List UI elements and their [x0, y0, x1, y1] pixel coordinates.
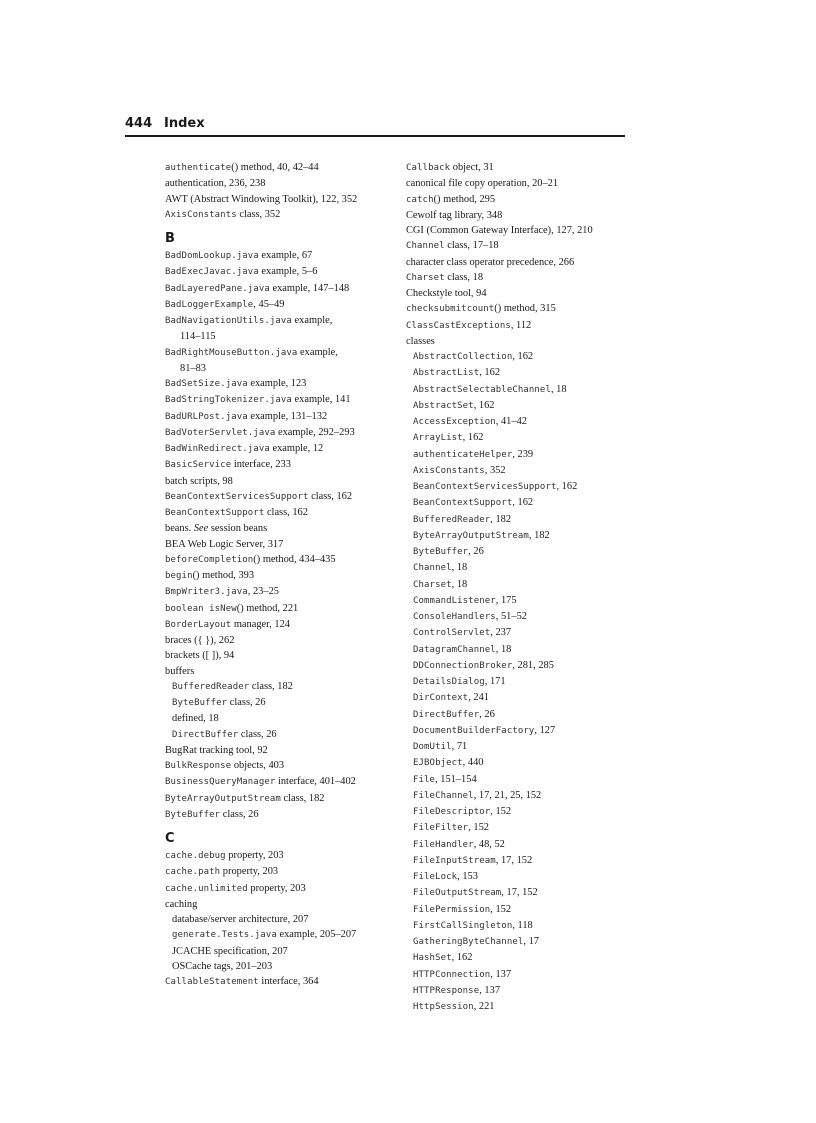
index-entry-continuation: [165, 329, 390, 344]
index-entry: [165, 584, 390, 600]
code-term: BadURLPost.java: [165, 411, 248, 422]
index-subentry: [406, 463, 631, 479]
index-subentry: [406, 577, 631, 593]
index-subentry: [165, 679, 390, 695]
code-term: catch: [406, 194, 434, 205]
index-entry: [165, 881, 390, 897]
code-term: AbstractCollection: [413, 352, 513, 362]
index-subentry: [406, 609, 631, 625]
index-subentry: [406, 707, 631, 723]
code-term: beforeCompletion: [165, 554, 254, 565]
code-term: Charset: [413, 579, 452, 590]
code-term: BorderLayout: [165, 619, 232, 630]
entry-text: interface, 233: [231, 459, 291, 471]
index-subentry: [406, 365, 631, 381]
index-subentry: [406, 853, 631, 869]
index-entry: [165, 457, 390, 473]
code-term: boolean isNew: [165, 603, 237, 614]
index-subentry: [406, 902, 631, 918]
running-header: [125, 115, 625, 137]
entry-text: , 112: [510, 319, 532, 331]
index-entry: [165, 409, 390, 425]
entry-text: , 41–42: [495, 416, 527, 427]
index-entry: [165, 160, 390, 176]
code-term: DatagramChannel: [413, 644, 496, 655]
index-entry: [406, 255, 631, 270]
index-subentry: [165, 727, 390, 743]
index-subentry: [406, 658, 631, 674]
entry-text: , 18: [495, 643, 512, 655]
index-entry: [406, 176, 631, 191]
index-subentry: [406, 820, 631, 836]
index-entry: [165, 974, 390, 990]
index-subentry: [406, 885, 631, 901]
index-entry: [165, 552, 390, 568]
entry-text: authentication, 236, 238: [165, 178, 266, 190]
entry-text: braces ({ }), 262: [165, 635, 235, 646]
index-entry: [165, 474, 390, 489]
code-term: ByteBuffer: [413, 547, 469, 557]
code-term: ByteArrayOutputStream: [165, 793, 281, 804]
index-subentry: [165, 912, 390, 927]
code-term: HashSet: [413, 953, 452, 964]
entry-text: , 71: [451, 741, 468, 752]
entry-text: See: [193, 523, 209, 535]
code-term: FileOutputStream: [413, 888, 502, 899]
code-term: BadDomLookup.java: [165, 251, 259, 261]
entry-text: () method, 40, 42–44: [231, 162, 319, 173]
code-term: ByteBuffer: [165, 809, 221, 820]
entry-text: batch scripts, 98: [165, 475, 233, 487]
entry-text: , 175: [495, 594, 517, 606]
code-term: BufferedReader: [172, 681, 250, 692]
code-term: AbstractSet: [413, 400, 474, 411]
code-term: ByteBuffer: [172, 698, 228, 708]
code-term: CommandListener: [413, 595, 496, 606]
entry-text: example,: [291, 315, 333, 326]
entry-text: , 26: [468, 546, 484, 557]
code-term: FilePermission: [413, 904, 491, 915]
entry-text: , 182: [490, 513, 512, 525]
index-entry-continuation: [165, 361, 390, 376]
code-term: AbstractList: [413, 368, 480, 379]
entry-text: , 137: [490, 968, 512, 980]
index-entry: [165, 345, 390, 361]
code-term: HTTPConnection: [413, 969, 491, 980]
section-letter-c: C: [165, 831, 175, 846]
index-entry: [165, 521, 390, 536]
entry-text: JCACHE specification, 207: [172, 945, 288, 957]
code-term: EJBObject: [413, 758, 463, 769]
index-entry: [165, 758, 390, 774]
entry-text: , 162: [512, 351, 534, 362]
entry-text: object, 31: [450, 162, 494, 173]
entry-text: () method, 315: [494, 303, 556, 315]
index-entry: [165, 601, 390, 617]
code-term: DDConnectionBroker: [413, 660, 513, 671]
entry-text: defined, 18: [172, 713, 219, 725]
code-term: Callback: [406, 163, 451, 173]
index-subentry: [406, 934, 631, 950]
entry-text: example, 147–148: [269, 282, 350, 294]
section-letter-b: B: [165, 231, 175, 246]
code-term: BadExecJavac.java: [165, 267, 259, 278]
code-term: BeanContextServicesSupport: [413, 482, 557, 492]
index-entry: [165, 633, 390, 648]
page-title: Index: [164, 116, 205, 131]
entry-text: , 162: [451, 952, 473, 964]
entry-text: example, 5–6: [258, 266, 318, 278]
entry-text: class, 18: [444, 271, 484, 283]
entry-text: , 152: [490, 806, 512, 817]
code-term: authenticateHelper: [413, 449, 513, 460]
entry-text: example, 292–293: [275, 426, 355, 438]
entry-text: class, 162: [308, 490, 353, 502]
code-term: HTTPResponse: [413, 985, 480, 996]
entry-text: , 26: [479, 708, 495, 720]
index-entry: [406, 270, 631, 286]
index-entry: [165, 281, 390, 297]
index-entry: [406, 208, 631, 223]
index-entry: [165, 864, 390, 880]
index-entry: [406, 301, 631, 317]
index-subentry: [406, 382, 631, 398]
entry-text: example, 67: [258, 250, 313, 261]
code-term: BadNavigationUtils.java: [165, 316, 292, 326]
index-entry: [406, 238, 631, 254]
entry-text: brackets ([ ]), 94: [165, 650, 235, 662]
index-subentry: [406, 593, 631, 609]
index-entry: [165, 617, 390, 633]
entry-text: , 237: [490, 627, 512, 639]
entry-text: , 48, 52: [473, 838, 505, 850]
entry-text: , 221: [473, 1001, 495, 1012]
index-subentry: [406, 755, 631, 771]
entry-text: character class operator precedence, 266: [406, 256, 575, 268]
entry-text: class, 182: [280, 792, 325, 804]
entry-text: interface, 401–402: [275, 776, 356, 788]
code-term: AbstractSelectableChannel: [413, 384, 551, 395]
index-subentry: [406, 447, 631, 463]
entry-text: class, 26: [220, 808, 259, 820]
code-term: FileLock: [413, 872, 458, 882]
entry-text: , 182: [528, 529, 550, 541]
entry-text: manager, 124: [231, 618, 290, 630]
index-entry: [165, 743, 390, 758]
index-entry: [165, 537, 390, 552]
entry-text: canonical file copy operation, 20–21: [406, 178, 559, 190]
entry-text: CGI (Common Gateway Interface), 127, 210: [406, 225, 593, 236]
entry-text: example, 123: [247, 378, 307, 389]
code-term: BmpWriter3.java: [165, 587, 248, 598]
index-entry: [165, 207, 390, 223]
index-entry: [406, 334, 631, 349]
index-entry: [165, 807, 390, 823]
entry-text: , 281, 285: [512, 659, 554, 671]
index-entry: [165, 897, 390, 912]
code-term: DetailsDialog: [413, 677, 485, 687]
entry-text: classes: [406, 335, 435, 347]
index-entry: [165, 441, 390, 457]
entry-text: session beans: [208, 523, 268, 535]
entry-text: , 440: [462, 757, 484, 769]
index-subentry: [406, 625, 631, 641]
index-subentry: [406, 642, 631, 658]
index-entry: [165, 264, 390, 280]
index-entry: [165, 774, 390, 790]
index-entry: [165, 192, 390, 207]
index-entry: [165, 376, 390, 392]
entry-text: , 18: [451, 562, 468, 574]
entry-text: buffers: [165, 665, 195, 677]
entry-text: property, 203: [220, 866, 279, 878]
code-term: DirectBuffer: [172, 729, 239, 740]
entry-text: caching: [165, 898, 198, 910]
index-entry: [165, 848, 390, 864]
entry-text: class, 17–18: [444, 240, 499, 252]
entry-text: example,: [297, 346, 338, 358]
entry-text: , 152: [468, 822, 489, 834]
entry-text: 114–115: [180, 331, 216, 343]
index-subentry: [406, 495, 631, 511]
code-term: FileChannel: [413, 790, 474, 801]
code-term: AxisConstants: [165, 209, 237, 220]
index-subentry: [406, 967, 631, 983]
entry-text: , 17: [523, 936, 539, 947]
entry-text: example, 12: [269, 443, 324, 454]
code-term: BulkResponse: [165, 761, 232, 771]
code-term: begin: [165, 571, 193, 581]
code-term: BadVoterServlet.java: [165, 427, 276, 438]
index-subentry: [165, 959, 390, 974]
entry-text: example, 205–207: [276, 929, 357, 941]
entry-text: () method, 295: [433, 193, 496, 205]
code-term: BadRightMouseButton.java: [165, 347, 298, 358]
code-term: BeanContextSupport: [413, 498, 513, 509]
code-term: FileHandler: [413, 839, 474, 850]
entry-text: BEA Web Logic Server, 317: [165, 538, 284, 550]
code-term: BadLoggerExample: [165, 299, 254, 310]
code-term: BadStringTokenizer.java: [165, 395, 292, 406]
entry-text: class, 162: [264, 507, 308, 518]
code-term: HttpSession: [413, 1002, 474, 1012]
code-term: ClassCastExceptions: [406, 320, 511, 331]
entry-text: , 51–52: [495, 611, 527, 622]
entry-text: beans.: [165, 523, 194, 535]
code-term: cache.path: [165, 867, 221, 878]
entry-text: Checkstyle tool, 94: [406, 288, 487, 299]
index-subentry: [406, 772, 631, 788]
entry-text: , 162: [556, 481, 578, 492]
entry-text: database/server architecture, 207: [172, 914, 309, 925]
index-subentry: [406, 528, 631, 544]
index-entry: [406, 286, 631, 301]
code-term: ByteArrayOutputStream: [413, 530, 529, 541]
code-term: CallableStatement: [165, 977, 259, 987]
code-term: DocumentBuilderFactory: [413, 725, 535, 736]
index-entry: [406, 223, 631, 238]
index-subentry: [165, 927, 390, 943]
code-term: DirectBuffer: [413, 709, 480, 720]
index-subentry: [406, 918, 631, 934]
entry-text: Cewolf tag library, 348: [406, 209, 503, 221]
index-subentry: [406, 804, 631, 820]
entry-text: class, 182: [249, 680, 293, 692]
index-subentry: [406, 999, 631, 1015]
entry-text: BugRat tracking tool, 92: [165, 744, 268, 756]
code-term: ConsoleHandlers: [413, 612, 496, 622]
index-entry: [165, 313, 390, 329]
index-subentry: [406, 837, 631, 853]
index-entry: [165, 248, 390, 264]
entry-text: , 18: [550, 383, 567, 395]
code-term: BadSetSize.java: [165, 379, 248, 389]
entry-text: , 241: [468, 692, 489, 704]
index-subentry: [406, 512, 631, 528]
code-term: checksubmitcount: [406, 304, 495, 315]
code-term: generate.Tests.java: [172, 930, 277, 941]
code-term: GatheringByteChannel: [413, 937, 524, 947]
code-term: Charset: [406, 272, 445, 283]
entry-text: class, 26: [238, 728, 277, 740]
entry-text: AWT (Abstract Windowing Toolkit), 122, 352: [165, 193, 358, 205]
entry-text: , 17, 152: [501, 887, 538, 899]
code-term: DomUtil: [413, 742, 452, 752]
code-term: BusinessQueryManager: [165, 777, 276, 788]
index-subentry: [406, 414, 631, 430]
entry-text: , 118: [512, 919, 533, 931]
code-term: FirstCallSingleton: [413, 920, 513, 931]
index-entry: [165, 176, 390, 191]
index-subentry: [406, 950, 631, 966]
entry-text: class, 26: [227, 697, 266, 708]
index-subentry: [406, 788, 631, 804]
entry-text: interface, 364: [258, 976, 319, 987]
index-subentry: [406, 723, 631, 739]
index-entry: [165, 489, 390, 505]
index-entry: [165, 425, 390, 441]
index-entry: [406, 192, 631, 208]
entry-text: , 18: [451, 578, 468, 590]
index-subentry: [406, 398, 631, 414]
entry-text: , 162: [479, 367, 501, 379]
code-term: BadWinRedirect.java: [165, 444, 270, 454]
code-term: DirContext: [413, 693, 469, 704]
code-term: BeanContextServicesSupport: [165, 491, 309, 502]
entry-text: objects, 403: [231, 760, 285, 771]
index-subentry: [406, 869, 631, 885]
entry-text: , 153: [457, 871, 478, 882]
entry-text: property, 203: [225, 850, 284, 861]
entry-text: , 239: [512, 448, 534, 460]
entry-text: () method, 393: [192, 570, 255, 581]
index-entry: [165, 505, 390, 521]
code-term: FileInputStream: [413, 855, 496, 866]
index-entry: [406, 318, 631, 334]
entry-text: , 17, 21, 25, 152: [473, 789, 542, 801]
entry-text: , 162: [473, 399, 495, 411]
index-subentry: [406, 349, 631, 365]
code-term: FileDescriptor: [413, 807, 491, 817]
entry-text: , 137: [479, 984, 501, 996]
entry-text: () method, 434–435: [253, 553, 336, 565]
index-subentry: [165, 711, 390, 726]
code-term: AxisConstants: [413, 465, 485, 476]
index-subentry: [406, 739, 631, 755]
entry-text: , 152: [490, 903, 512, 915]
index-subentry: [406, 674, 631, 690]
code-term: ArrayList: [413, 433, 463, 444]
index-subentry: [406, 690, 631, 706]
index-entry: [165, 791, 390, 807]
code-term: File: [413, 774, 436, 785]
page-number: 444: [125, 116, 153, 131]
entry-text: , 23–25: [247, 586, 279, 598]
index-subentry: [406, 430, 631, 446]
index-entry: [406, 160, 631, 176]
code-term: authenticate: [165, 163, 232, 173]
index-subentry: [406, 479, 631, 495]
entry-text: , 17, 152: [495, 854, 533, 866]
code-term: BeanContextSupport: [165, 508, 265, 518]
index-entry: [165, 392, 390, 408]
code-term: cache.debug: [165, 851, 226, 861]
code-term: BufferedReader: [413, 514, 491, 525]
index-entry: [165, 648, 390, 663]
index-column-left: [165, 160, 390, 990]
index-subentry: [165, 695, 390, 711]
code-term: Channel: [413, 563, 452, 574]
entry-text: , 352: [484, 464, 506, 476]
code-term: ControlServlet: [413, 628, 491, 639]
index-entry: [165, 568, 390, 584]
index-column-right: [406, 160, 631, 1015]
code-term: BadLayeredPane.java: [165, 283, 270, 294]
entry-text: () method, 221: [236, 602, 299, 614]
index-subentry: [406, 983, 631, 999]
code-term: FileFilter: [413, 823, 469, 834]
entry-text: , 162: [462, 432, 484, 444]
index-subentry: [165, 944, 390, 959]
entry-text: class, 352: [236, 208, 281, 220]
code-term: AccessException: [413, 417, 496, 427]
code-term: Channel: [406, 241, 445, 252]
entry-text: example, 131–132: [247, 410, 328, 422]
index-subentry: [406, 560, 631, 576]
code-term: BasicService: [165, 460, 232, 471]
entry-text: , 127: [534, 724, 556, 736]
entry-text: example, 141: [291, 394, 351, 406]
entry-text: , 171: [484, 676, 506, 687]
code-term: cache.unlimited: [165, 883, 248, 894]
index-entry: [165, 297, 390, 313]
entry-text: , 162: [512, 497, 534, 509]
entry-text: property, 203: [247, 882, 306, 894]
entry-text: , 45–49: [253, 298, 285, 310]
entry-text: , 151–154: [435, 773, 477, 785]
index-entry: [165, 664, 390, 679]
index-subentry: [406, 544, 631, 560]
entry-text: 81–83: [180, 362, 206, 374]
entry-text: OSCache tags, 201–203: [172, 960, 273, 972]
